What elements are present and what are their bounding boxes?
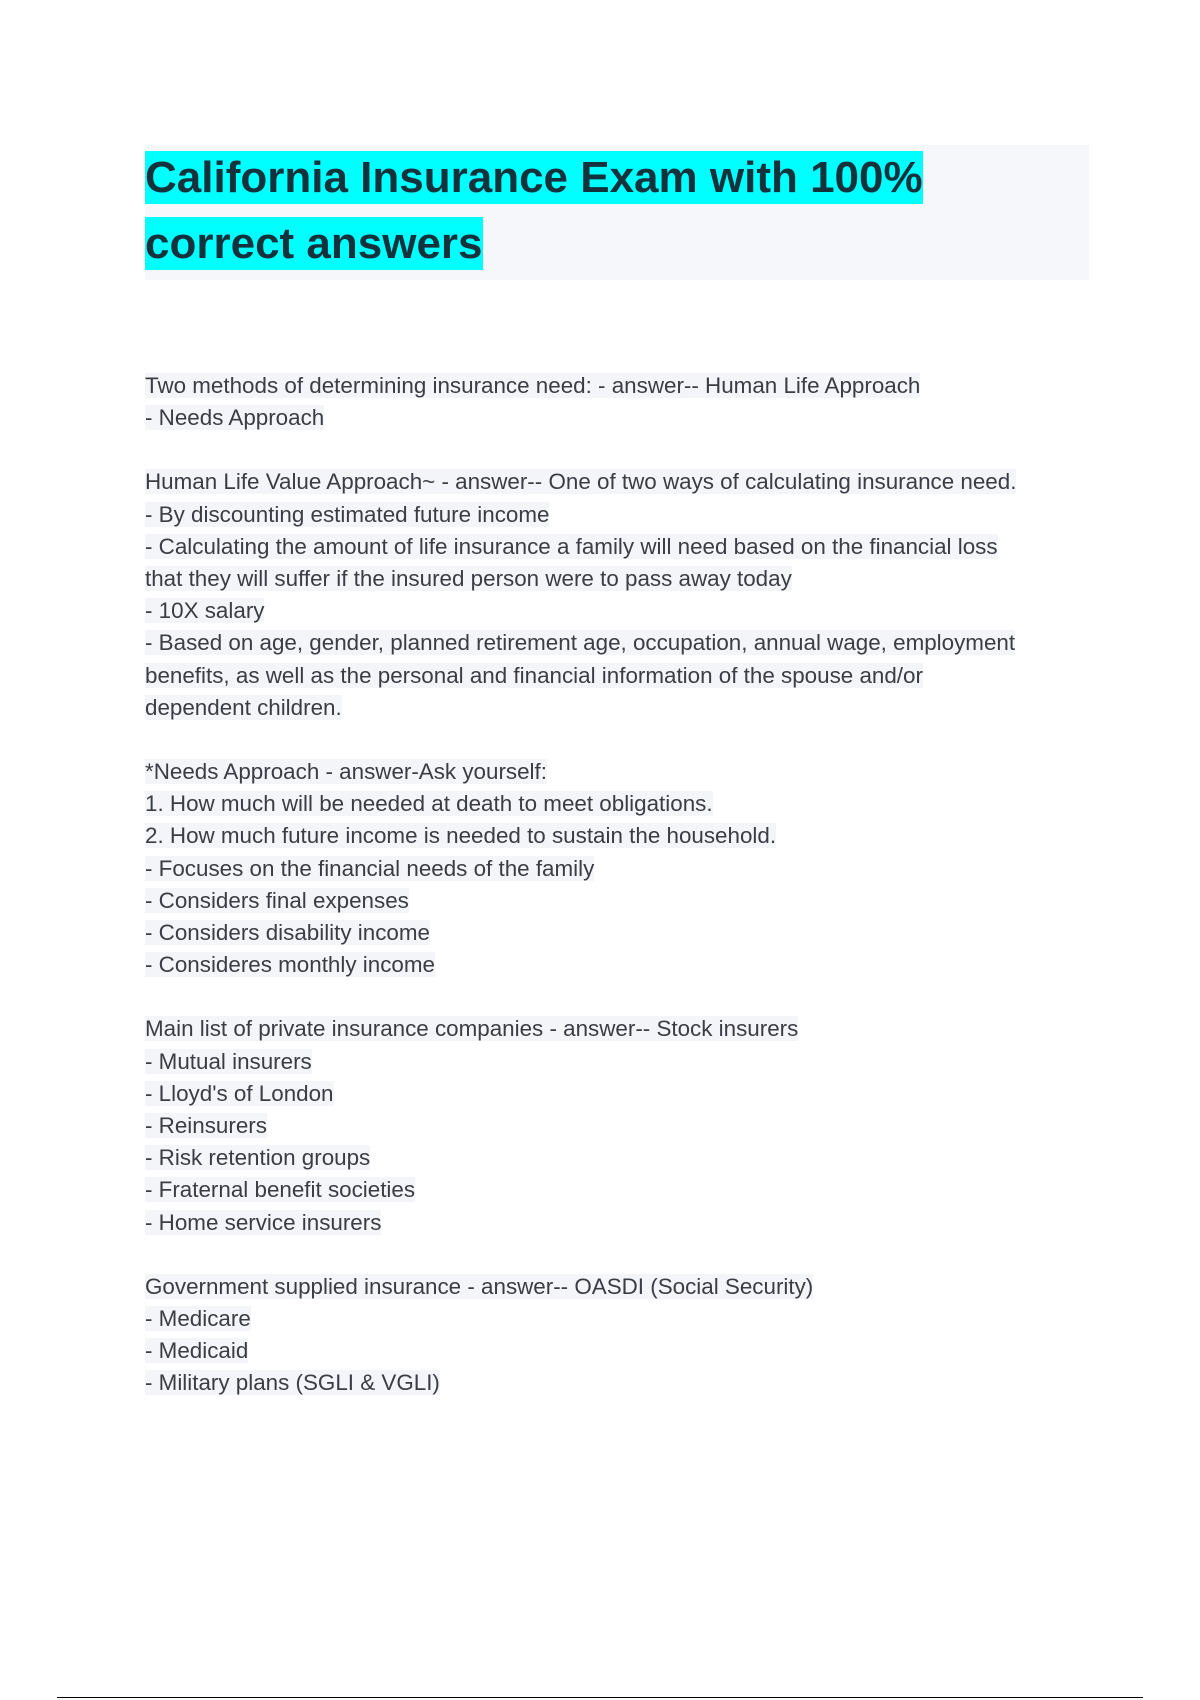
question-line: Two methods of determining insurance need: - answer-- Human Life Approach <box>145 373 921 398</box>
question-line: *Needs Approach - answer-Ask yourself: <box>145 759 547 785</box>
qa-entry-insurance-need-methods <box>145 370 1105 434</box>
title-line-2: correct answers <box>145 219 483 268</box>
footer-divider <box>57 1697 1143 1698</box>
title-block <box>145 145 1089 280</box>
answer-line: 1. How much will be needed at death to meet obligations. <box>145 791 713 817</box>
answer-line: - Consideres monthly income <box>145 952 435 978</box>
answer-line: dependent children. <box>145 694 342 720</box>
answer-line: - Military plans (SGLI & VGLI) <box>145 1370 440 1396</box>
answer-line: - Reinsurers <box>145 1113 267 1139</box>
qa-entry-human-life-value <box>145 466 1105 724</box>
answer-line: benefits, as well as the personal and financial information of the spouse and/or <box>145 662 923 688</box>
answer-line: - Lloyd's of London <box>145 1080 334 1106</box>
answer-line: - By discounting estimated future income <box>145 501 550 527</box>
answer-line: - Considers final expenses <box>145 887 409 913</box>
qa-entry-needs-approach <box>145 756 1105 981</box>
document-title <box>145 145 1089 277</box>
answer-line: - Mutual insurers <box>145 1048 312 1074</box>
answer-line: - Based on age, gender, planned retirement age, occupation, annual wage, employment <box>145 630 1016 656</box>
title-line-1: California Insurance Exam with 100% <box>145 153 923 202</box>
answer-line: - Risk retention groups <box>145 1145 371 1171</box>
qa-entry-private-insurers <box>145 1013 1105 1238</box>
answer-line: - Calculating the amount of life insurance a family will need based on the financial loss <box>145 533 998 559</box>
answer-line: - Medicare <box>145 1306 251 1332</box>
qa-entry-government-insurance <box>145 1271 1105 1400</box>
answer-line: 2. How much future income is needed to sustain the household. <box>145 823 777 849</box>
answer-line: - Fraternal benefit societies <box>145 1177 416 1203</box>
qa-content <box>145 370 1105 1432</box>
question-line: Main list of private insurance companies - answer-- Stock insurers <box>145 1016 799 1042</box>
question-line: Government supplied insurance - answer-- OASDI (Social Security) <box>145 1273 814 1299</box>
answer-line: - Home service insurers <box>145 1209 382 1235</box>
question-line: Human Life Value Approach~ - answer-- One of two ways of calculating insurance need. <box>145 469 1017 495</box>
answer-line: - Needs Approach <box>145 405 325 431</box>
answer-line: - Focuses on the financial needs of the family <box>145 855 595 881</box>
answer-line: that they will suffer if the insured person were to pass away today <box>145 566 792 592</box>
answer-line: - Medicaid <box>145 1338 249 1364</box>
answer-line: - 10X salary <box>145 598 265 624</box>
answer-line: - Considers disability income <box>145 920 430 946</box>
